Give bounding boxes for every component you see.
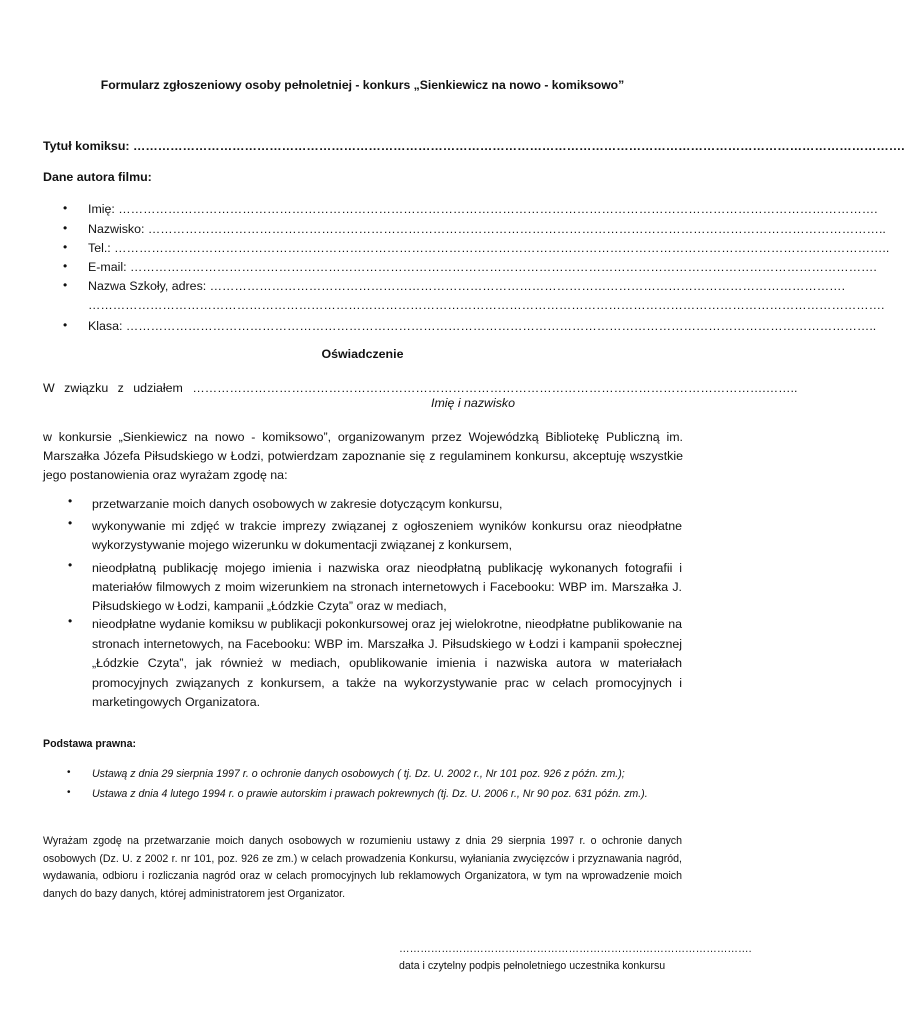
bullet-icon: • bbox=[63, 259, 68, 273]
school-address-continuation: …………………………………………………………………………………………………………………………………………………………………………. bbox=[88, 298, 885, 312]
legal-heading: Podstawa prawna: bbox=[43, 738, 137, 750]
name-caption: Imię i nazwisko bbox=[431, 396, 516, 410]
legal-item: Ustawa z dnia 4 lutego 1994 r. o prawie autorskim i prawach pokrewnych (tj. Dz. U. 2006 r., Nr 90 poz. 631 późn. zm.). bbox=[92, 788, 648, 800]
name-field: Imię: …………………………………………………………………………………………………………………………………………………………………. bbox=[88, 202, 878, 216]
bullet-icon: • bbox=[63, 221, 68, 235]
comic-title-field bbox=[43, 139, 905, 153]
bullet-icon: • bbox=[68, 516, 73, 530]
bullet-icon: • bbox=[63, 240, 68, 254]
school-address-field: Nazwa Szkoły, adres: ………………………………………………………………………………………………………………………………………. bbox=[88, 279, 846, 293]
email-field: E-mail: ………………………………………………………………………………………………………………………………………………………………. bbox=[88, 260, 877, 274]
final-paragraph: Wyrażam zgodę na przetwarzanie moich danych osobowych w rozumieniu ustawy z dnia 29 sierpnia 1997 r. o ochronie danych osobowych (Dz. U. z 2002 r. nr 101, poz. 926 ze zm.) w celach prowadzenia Konkursu, wyłaniania zwycięzców i przyznawania nagród, wydawania, odbioru i rozliczania nagród oraz w celach promocyjnych lub reklamowych Organizatora, w tym na wprowadzenie moich danych do bazy danych, której administratorem jest Organizator. bbox=[43, 835, 682, 900]
consent-item: nieodpłatną publikację mojego imienia i nazwiska oraz nieodpłatną publikację wykonanych fotografii i materiałów filmowych z moim wizerunkiem na stronach internetowych i Facebooku: WBP im. Marszałka J. Piłsudskiego w Łodzi, kampanii „Łódzkie Czyta” oraz w mediach, bbox=[92, 561, 682, 613]
consent-item: wykonywanie mi zdjęć w trakcie imprezy związanej z ogłoszeniem wyników konkursu oraz nieodpłatne wykorzystywanie mojego wizerunku w dokumentacji związanej z konkursem, bbox=[92, 519, 682, 552]
declaration-heading: Oświadczenie bbox=[321, 347, 404, 361]
bullet-icon: • bbox=[68, 614, 73, 628]
bullet-icon: • bbox=[68, 558, 73, 572]
phone-field: Tel.: …………………………………………………………………………………………………………………………………………………………………….. bbox=[88, 241, 890, 255]
bullet-icon: • bbox=[67, 787, 71, 798]
consent-item: nieodpłatne wydanie komiksu w publikacji pokonkursowej oraz jej wielokrotne, nieodpłatne publikowanie na stronach internetowych, na Facebooku: WBP im. Marszałka J. Piłsudskiego w Łodzi i kampanii społecznej „Łódzkie Czyta”, jak również w mediach, opublikowanie imienia i nazwiska autora w materiałach promocyjnych związanych z konkursem, a także na wykorzystywanie prac w celach promocyjnych i marketingowych Organizatora. bbox=[92, 617, 682, 709]
bullet-icon: • bbox=[68, 494, 73, 508]
bullet-icon: • bbox=[63, 318, 68, 332]
page-title: Formularz zgłoszeniowy osoby pełnoletniej - konkurs „Sienkiewicz na nowo - komiksowo” bbox=[100, 78, 625, 92]
comic-title-line: Tytuł komiksu: ……………………………………………………………………………………………………………………………………………………………………. bbox=[43, 139, 905, 153]
bullet-icon: • bbox=[63, 201, 68, 215]
signature-caption: data i czytelny podpis pełnoletniego uczestnika konkursu bbox=[399, 960, 666, 972]
signature-line: ………………………………………………………………………………………. bbox=[399, 943, 752, 955]
legal-item: Ustawą z dnia 29 sierpnia 1997 r. o ochronie danych osobowych ( tj. Dz. U. 2002 r., Nr 101 poz. 926 z późn. zm.); bbox=[92, 768, 625, 780]
author-heading: Dane autora filmu: bbox=[43, 170, 152, 184]
intro-paragraph: w konkursie „Sienkiewicz na nowo - komiksowo”, organizowanym przez Wojewódzką Bibliotekę Publiczną im. Marszałka Józefa Piłsudskiego w Łodzi, potwierdzam zapoznanie się z regulaminem konkursu, akceptuję wszystkie jego postanowienia oraz wyrażam zgodę na: bbox=[43, 430, 683, 482]
surname-field: Nazwisko: …………………………………………………………………………………………………………………………………………………………….. bbox=[88, 222, 886, 236]
bullet-icon: • bbox=[67, 767, 71, 778]
class-field: Klasa: ……………………………………………………………………………………………………………………………………………………………….. bbox=[88, 319, 877, 333]
participation-line: W związku z udziałem ………………………………………………………………………………………………………………………….…….. bbox=[43, 381, 798, 395]
consent-item: przetwarzanie moich danych osobowych w zakresie dotyczącym konkursu, bbox=[92, 497, 503, 511]
bullet-icon: • bbox=[63, 278, 68, 292]
